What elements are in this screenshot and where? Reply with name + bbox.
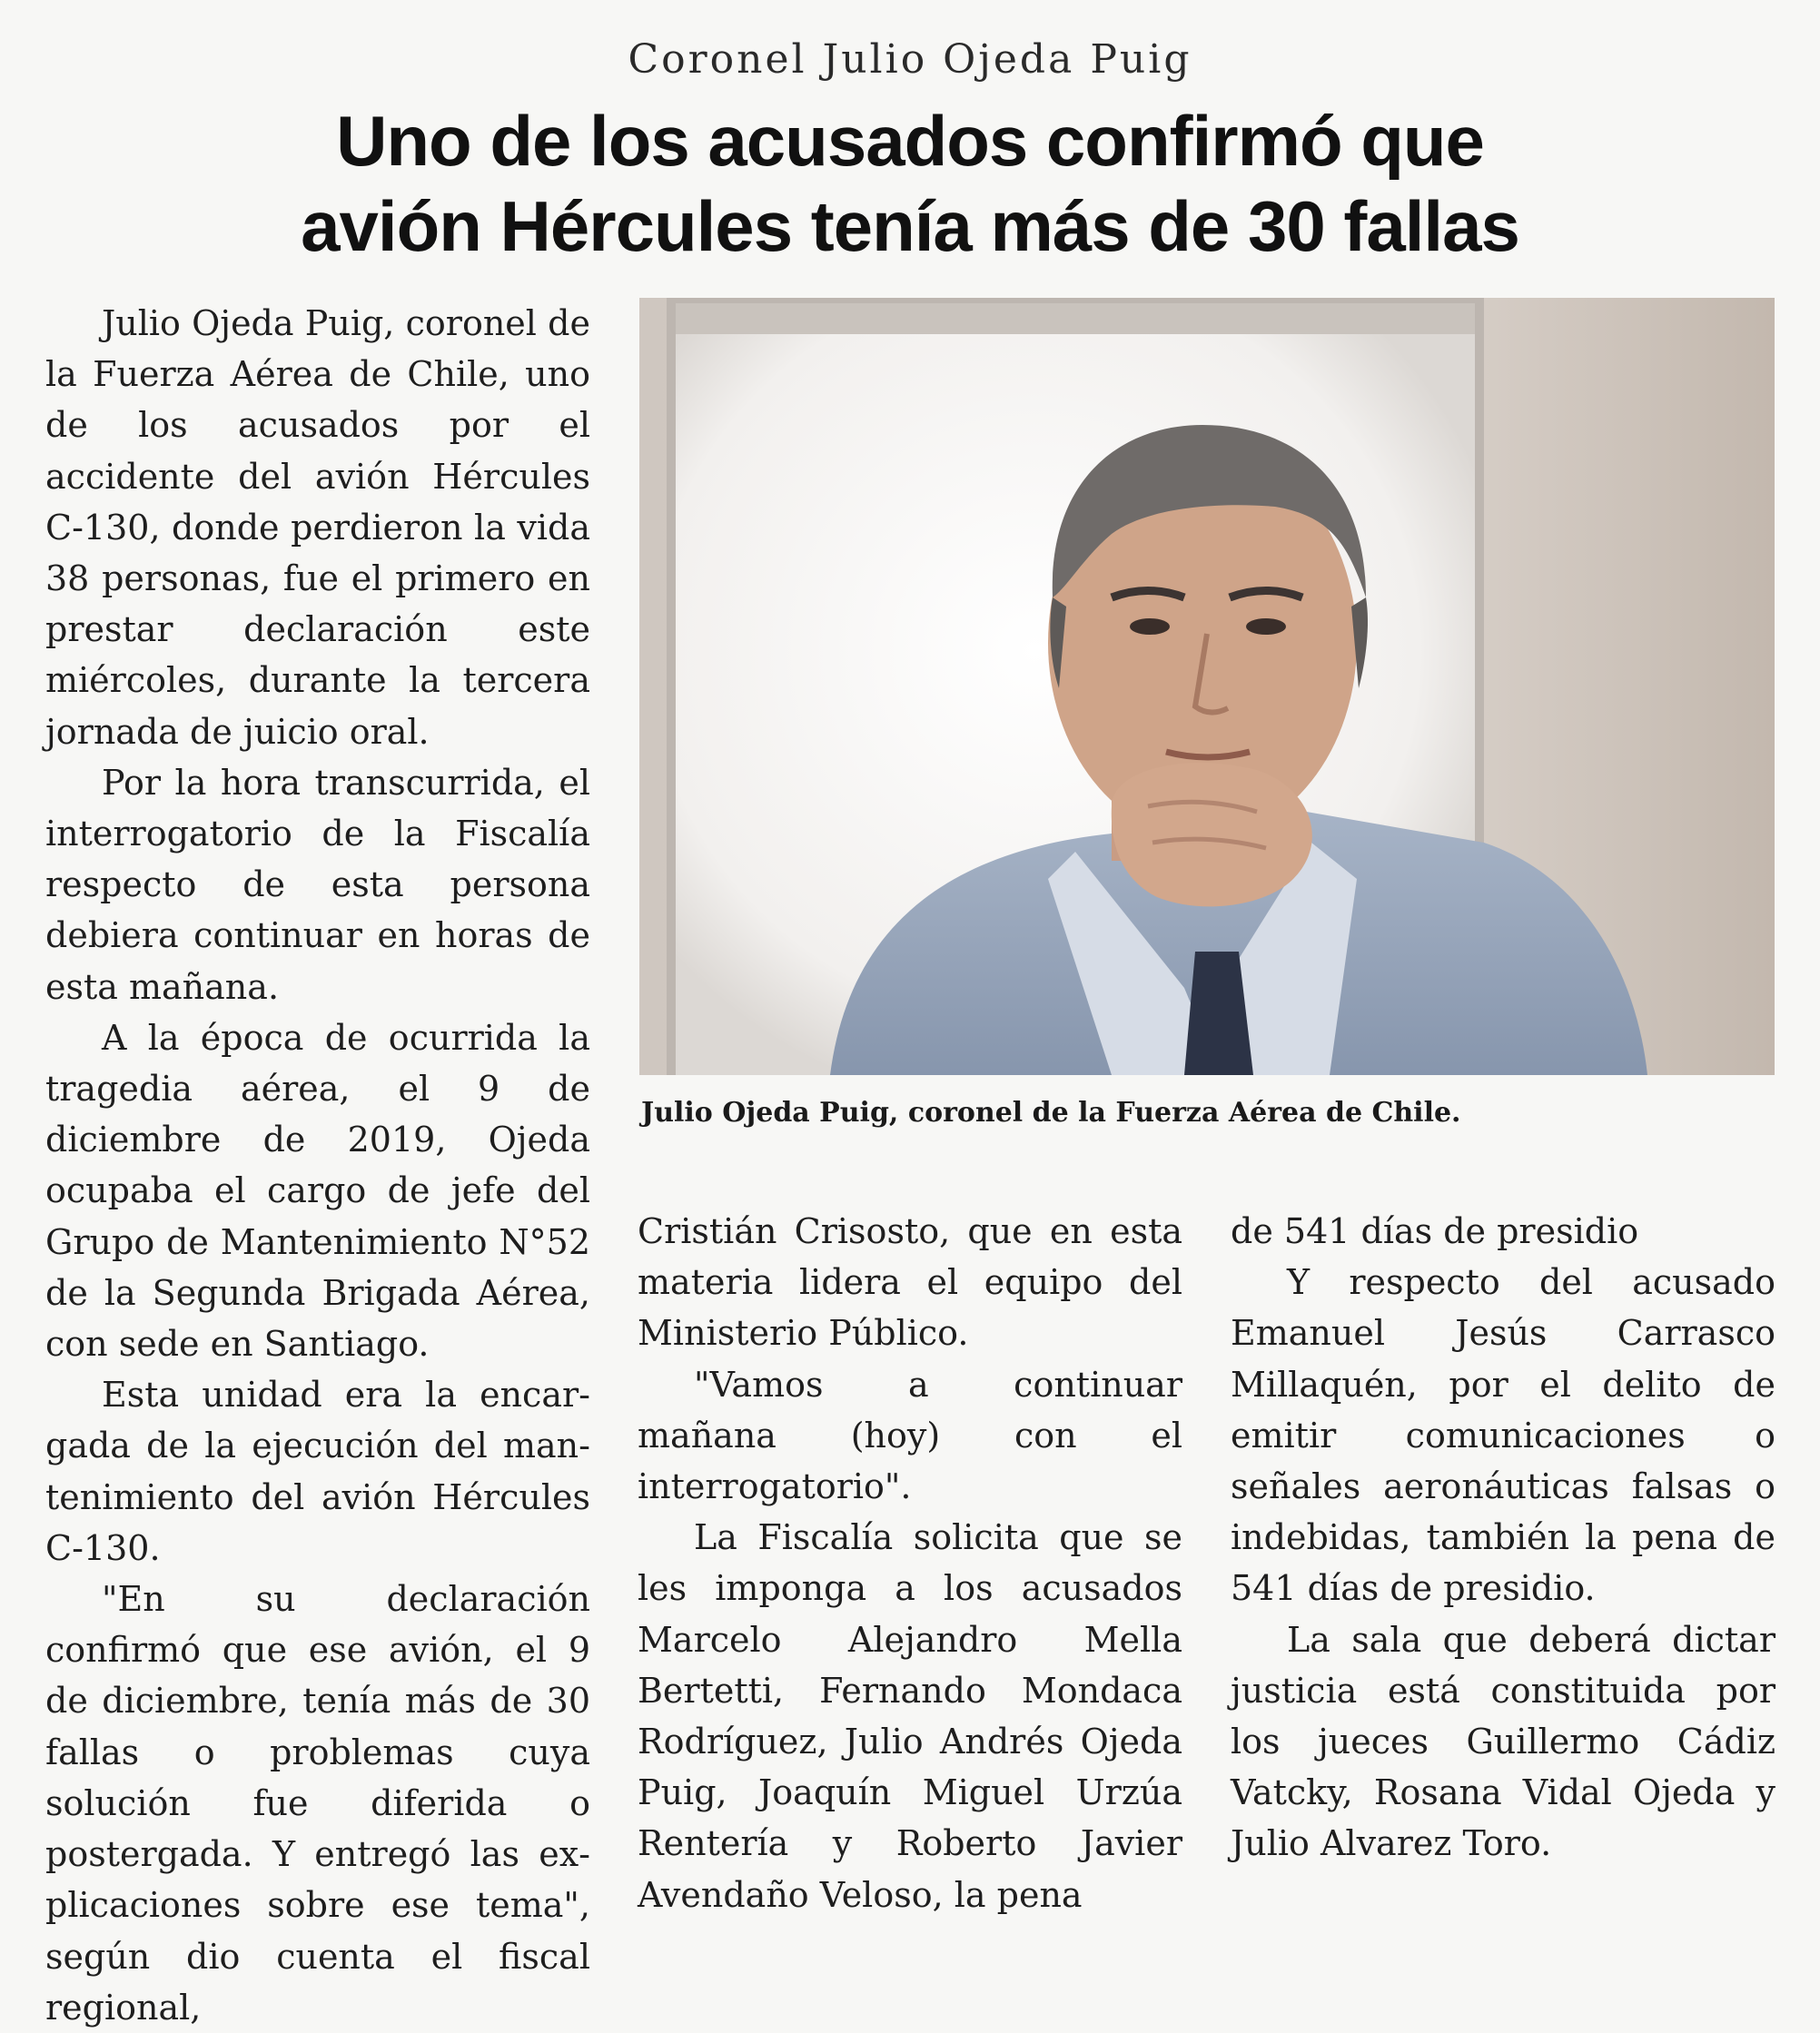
photo-caption: Julio Ojeda Puig, coronel de la Fuerza Aérea de Chile.: [641, 1097, 1461, 1129]
article-headline: [0, 98, 1820, 269]
paragraph: A la época de ocurrida la tragedia aérea, el 9 de diciembre de 2019, Ojeda ocupaba el cargo de jefe del Grupo de Mantenimiento N°52 de la Segunda Brigada Aérea, con sede en Santiago.: [45, 1017, 590, 1365]
headline-line-1: Uno de los acusados confirmó que: [336, 101, 1484, 181]
article-column-3: [1231, 1206, 1775, 1870]
headline-line-2: avión Hércules tenía más de 30 fallas: [301, 186, 1519, 266]
paragraph: "En su declaración confirmó que ese avión, el 9 de diciembre, tenía más de 30 fallas o problemas cuya solución fue diferida o postergada. Y entregó las explicaciones sobre ese tema", según dio cuenta el fiscal regional,: [45, 1579, 590, 2028]
article-photo: [639, 298, 1775, 1075]
paragraph: de 541 días de presidio: [1231, 1211, 1639, 1251]
article-kicker: Coronel Julio Ojeda Puig: [628, 36, 1192, 83]
paragraph: Julio Ojeda Puig, coronel de la Fuerza Aérea de Chile, uno de los acusados por el accidente del avión Hércules C-130, donde perdieron la vida 38 personas, fue el primero en prestar declaración este miércoles, durante la tercera jornada de juicio oral.: [45, 303, 590, 752]
article-column-1: [45, 298, 590, 2033]
article-column-2: [638, 1206, 1182, 1920]
portrait-illustration: [639, 298, 1775, 1075]
paragraph: Esta unidad era la encargada de la ejecución del mantenimiento del avión Hércules C-130.: [45, 1375, 590, 1568]
paragraph: Cristián Crisosto, que en esta materia lidera el equipo del Ministerio Público.: [638, 1211, 1182, 1354]
paragraph: Por la hora transcurrida, el interrogatorio de la Fiscalía respecto de esta persona debiera continuar en horas de esta mañana.: [45, 762, 590, 1007]
paragraph: Y respecto del acusado Emanuel Jesús Carrasco Millaquén, por el delito de emitir comunicaciones o señales aeronáuticas falsas o indebidas, también la pena de 541 días de presidio.: [1231, 1262, 1775, 1609]
paragraph: La Fiscalía solicita que se les imponga a los acusados Marcelo Alejandro Mella Bertetti, Fernando Mondaca Rodríguez, Julio Andrés Ojeda Puig, Joaquín Miguel Urzúa Rentería y Roberto Javier Avendaño Veloso, la pena: [638, 1517, 1182, 1915]
paragraph: "Vamos a continuar mañana (hoy) con el interrogatorio".: [638, 1364, 1182, 1507]
paragraph: La sala que deberá dictar justicia está constituida por los jueces Guillermo Cádiz Vatcky, Rosana Vidal Ojeda y Julio Alvarez Toro.: [1231, 1619, 1775, 1864]
